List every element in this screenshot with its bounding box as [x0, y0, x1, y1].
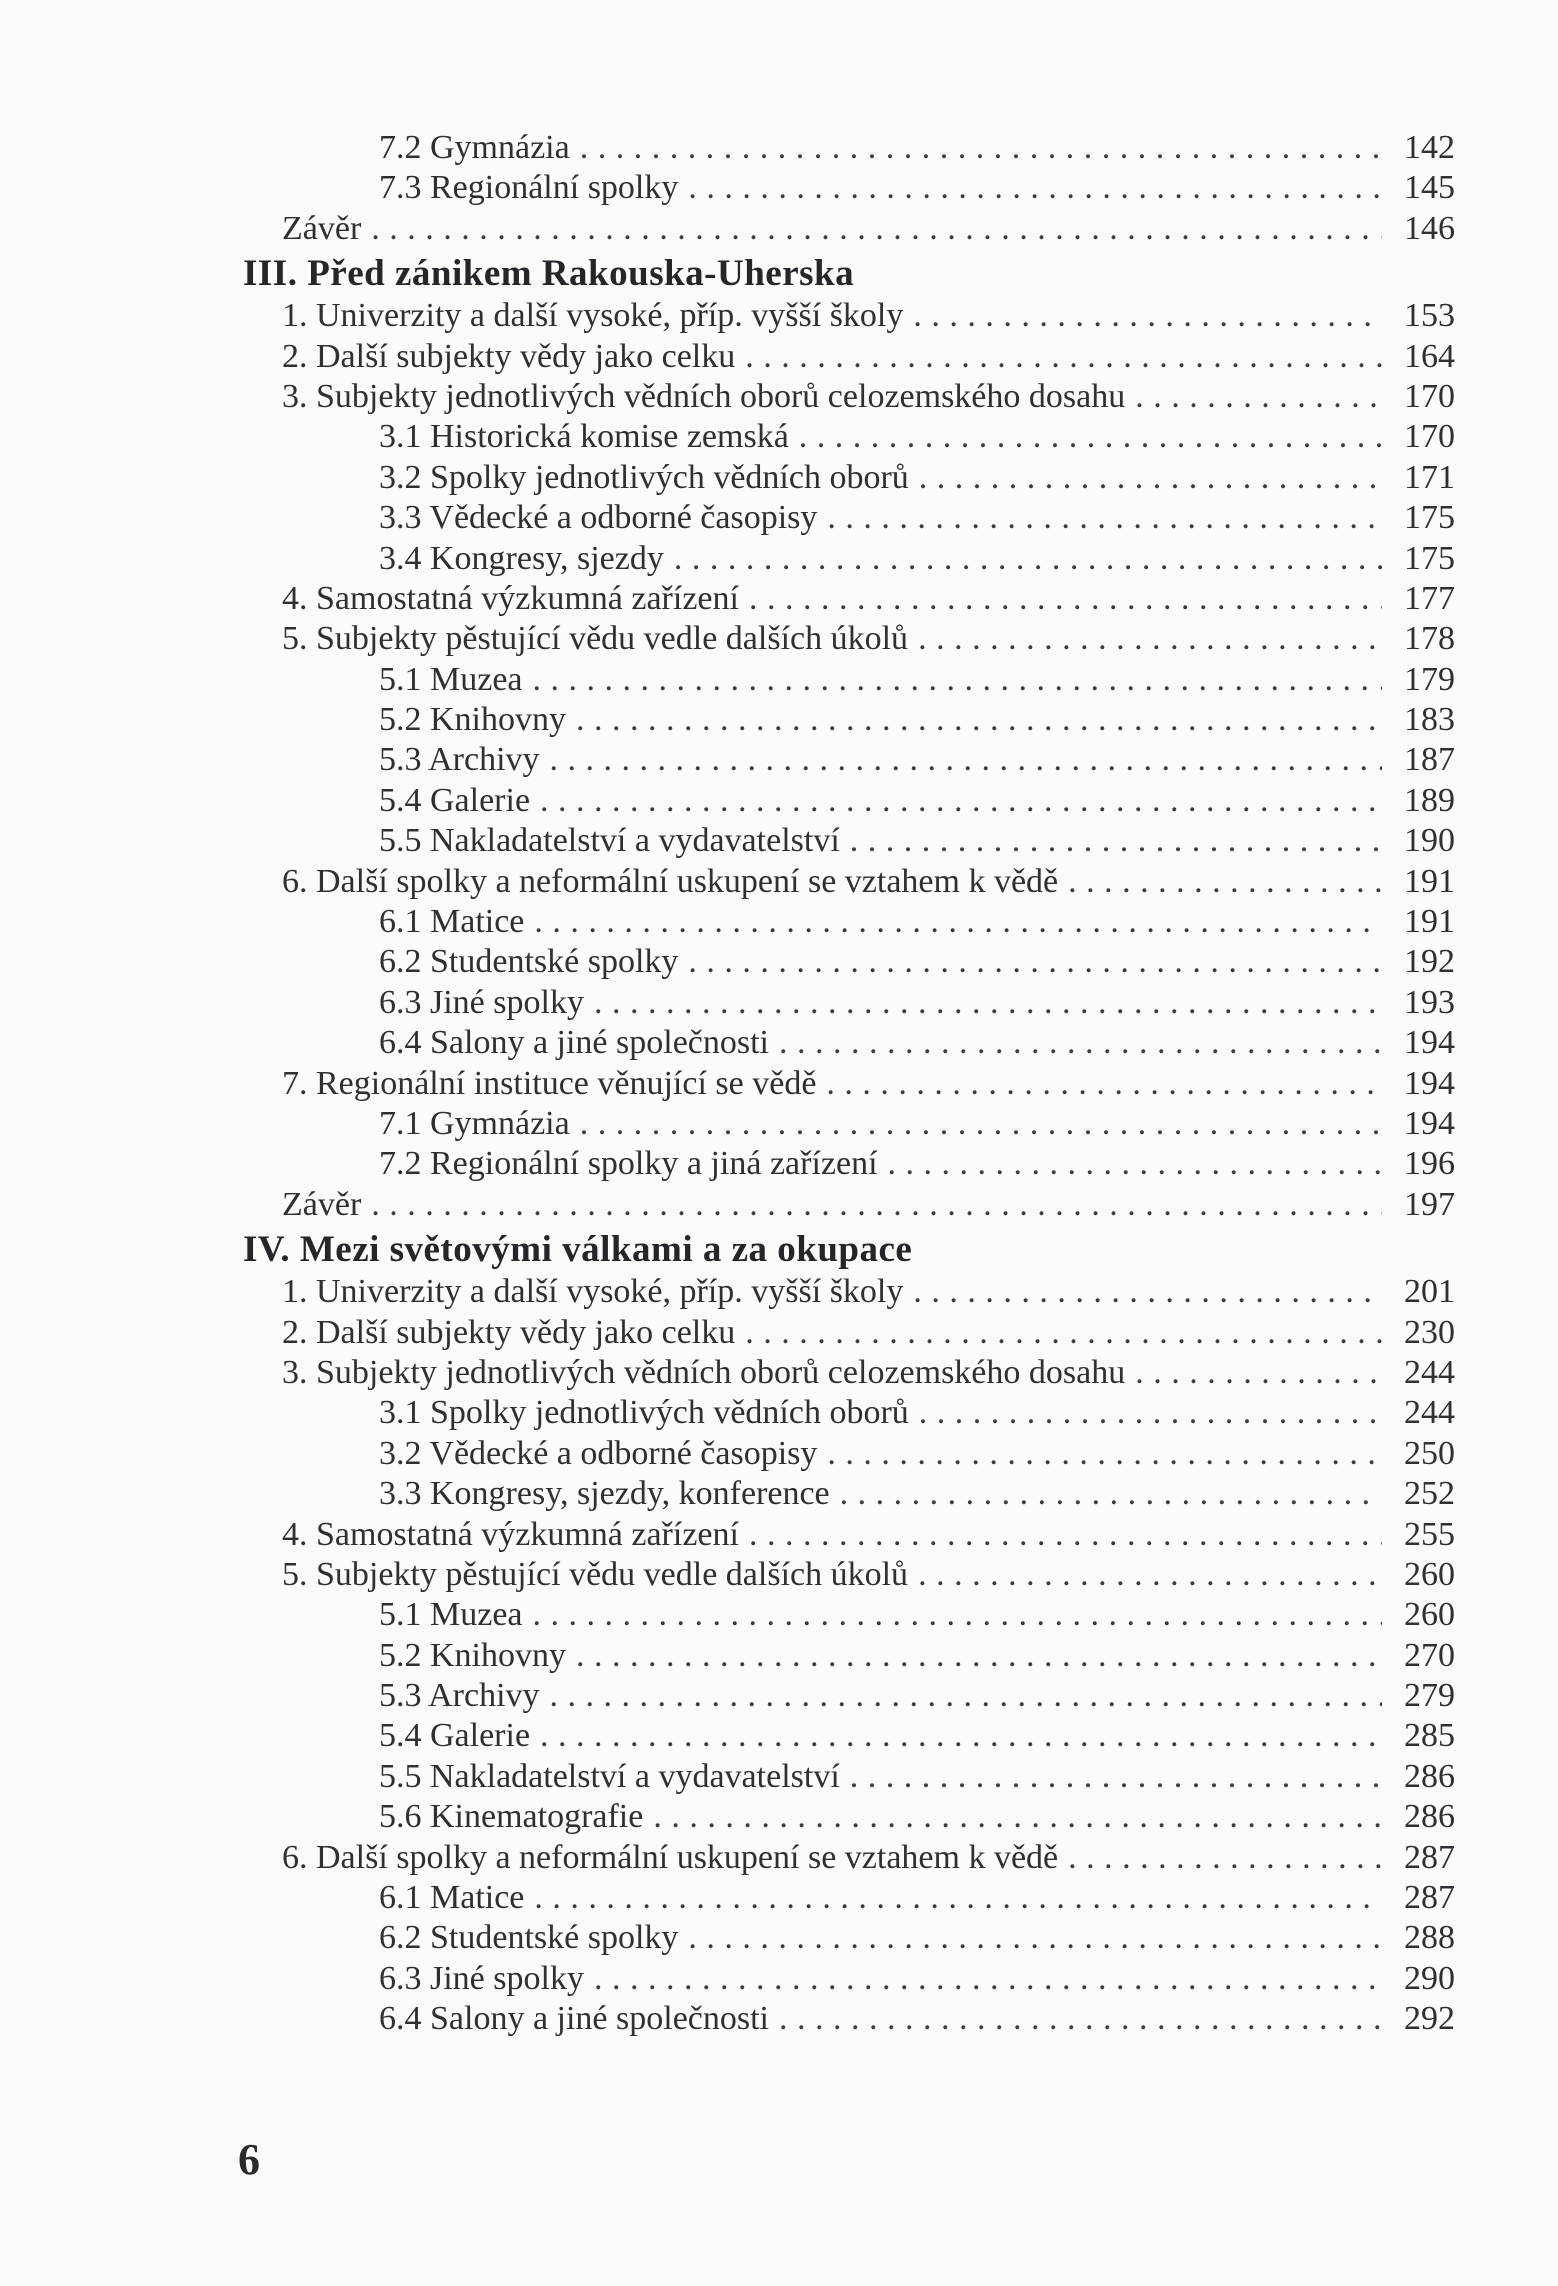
toc-entry	[0, 579, 1558, 619]
dot-leader	[533, 660, 1382, 700]
toc-entry-label: 2. Další subjekty vědy jako celku	[282, 1313, 736, 1351]
toc-entry-page: 270	[1404, 1636, 1455, 1674]
dot-leader	[653, 1797, 1382, 1837]
toc-entry	[0, 1353, 1558, 1393]
toc-entry-label: 5.2 Knihovny	[379, 1636, 566, 1674]
toc-entry-page: 197	[1404, 1185, 1455, 1223]
toc-entry	[0, 1515, 1558, 1555]
dot-leader	[779, 1023, 1382, 1063]
toc-entry-page: 260	[1404, 1555, 1455, 1593]
toc-entry	[0, 1595, 1558, 1635]
toc-entry-label: Závěr	[282, 1185, 362, 1223]
toc-entry-page: 145	[1404, 169, 1455, 207]
toc-entry	[0, 168, 1558, 208]
toc-entry	[0, 1838, 1558, 1878]
toc-entry	[0, 296, 1558, 336]
toc-entry	[0, 1878, 1558, 1918]
toc-entry-label: 3.1 Historická komise zemská	[379, 418, 789, 456]
toc-entry	[0, 1716, 1558, 1756]
toc-entry-page: 286	[1404, 1798, 1455, 1836]
toc-entry-page: 196	[1404, 1145, 1455, 1183]
toc-entry	[0, 821, 1558, 861]
toc-entry	[0, 1999, 1558, 2039]
toc-entry-label: 6.3 Jiné spolky	[379, 1959, 584, 1997]
toc-entry	[0, 539, 1558, 579]
toc-entry	[0, 619, 1558, 659]
toc-entry-label: 3.2 Spolky jednotlivých vědních oborů	[379, 458, 909, 496]
dot-leader	[371, 1185, 1382, 1225]
toc-entry-page: 201	[1404, 1273, 1455, 1311]
toc-entry	[0, 942, 1558, 982]
dot-leader	[688, 942, 1382, 982]
toc-entry-page: 171	[1404, 458, 1455, 496]
toc-entry	[0, 1144, 1558, 1184]
toc-entry-label: 3.1 Spolky jednotlivých vědních oborů	[379, 1394, 909, 1432]
toc-entry-page: 193	[1404, 983, 1455, 1021]
toc-entry-label: 4. Samostatná výzkumná zařízení	[282, 1515, 739, 1553]
toc-entry-page: 177	[1404, 579, 1455, 617]
toc-entry-label: 5.4 Galerie	[379, 1717, 531, 1755]
toc-entry	[0, 458, 1558, 498]
toc-entry	[0, 740, 1558, 780]
toc-entry-page: 286	[1404, 1757, 1455, 1795]
toc-entry-label: 6. Další spolky a neformální uskupení se vztahem k vědě	[282, 862, 1059, 900]
toc-entry-label: 5.1 Muzea	[379, 660, 523, 698]
dot-leader	[533, 1595, 1382, 1635]
toc-entry-page: 252	[1404, 1475, 1455, 1513]
dot-leader	[1135, 1353, 1382, 1393]
toc-entry-label: 3. Subjekty jednotlivých vědních oborů celozemského dosahu	[282, 1353, 1126, 1391]
dot-leader	[826, 1064, 1382, 1104]
toc-entry-label: 5. Subjekty pěstující vědu vedle dalších úkolů	[282, 1555, 909, 1593]
toc-entry	[0, 128, 1558, 168]
toc-entry-page: 153	[1404, 297, 1455, 335]
toc-entry-page: 187	[1404, 741, 1455, 779]
toc-entry-label: 2. Další subjekty vědy jako celku	[282, 337, 736, 375]
dot-leader	[779, 1999, 1382, 2039]
toc-entry	[0, 337, 1558, 377]
toc-entry-label: 6.2 Studentské spolky	[379, 1919, 679, 1957]
toc-entry-label: 3.2 Vědecké a odborné časopisy	[379, 1434, 818, 1472]
toc-entry	[0, 1185, 1558, 1225]
toc-entry-page: 178	[1404, 620, 1455, 658]
toc-entry-label: 7.1 Gymnázia	[379, 1104, 570, 1142]
toc-entry	[0, 1474, 1558, 1514]
section-heading: IV. Mezi světovými válkami a za okupace	[243, 1229, 913, 1271]
toc-entry	[0, 498, 1558, 538]
toc-entry-page: 290	[1404, 1959, 1455, 1997]
toc-entry-page: 194	[1404, 1024, 1455, 1062]
toc-entry	[0, 1272, 1558, 1312]
dot-leader	[850, 821, 1382, 861]
toc-entry	[0, 700, 1558, 740]
toc-entry-label: 3. Subjekty jednotlivých vědních oborů celozemského dosahu	[282, 377, 1126, 415]
toc-entry-page: 292	[1404, 2000, 1455, 2038]
toc-entry	[0, 1555, 1558, 1595]
toc-entry	[0, 1959, 1558, 1999]
toc-entry	[0, 902, 1558, 942]
toc-entry-page: 194	[1404, 1104, 1455, 1142]
toc-entry-label: 5.3 Archivy	[379, 1677, 540, 1715]
dot-leader	[580, 1104, 1382, 1144]
toc-entry-label: 3.3 Kongresy, sjezdy, konference	[379, 1475, 830, 1513]
page-number: 6	[238, 2135, 260, 2184]
toc-entry-page: 142	[1404, 129, 1455, 166]
toc-entry-label: 5.2 Knihovny	[379, 701, 566, 739]
toc-entry	[0, 1313, 1558, 1353]
toc-entry	[0, 1636, 1558, 1676]
toc-entry-label: 6.3 Jiné spolky	[379, 983, 584, 1021]
toc-entry-label: 6.1 Matice	[379, 903, 525, 941]
toc-entry-page: 175	[1404, 499, 1455, 537]
dot-leader	[540, 781, 1382, 821]
dot-leader	[1068, 1838, 1382, 1878]
toc-entry-page: 255	[1404, 1515, 1455, 1553]
toc-entry-page: 194	[1404, 1064, 1455, 1102]
dot-leader	[745, 1313, 1382, 1353]
dot-leader	[594, 1959, 1382, 1999]
toc-entry-label: 7. Regionální instituce věnující se vědě	[282, 1064, 817, 1102]
toc-entry-page: 285	[1404, 1717, 1455, 1755]
dot-leader	[913, 1272, 1382, 1312]
toc-entry-page: 244	[1404, 1394, 1455, 1432]
toc-entry	[0, 377, 1558, 417]
toc-entry	[0, 1797, 1558, 1837]
toc-entry	[0, 1393, 1558, 1433]
toc-entry-label: 1. Univerzity a další vysoké, příp. vyšší školy	[282, 297, 904, 335]
dot-leader	[918, 1555, 1382, 1595]
toc-entry-label: 3.4 Kongresy, sjezdy	[379, 539, 664, 577]
toc-entry-label: 6.2 Studentské spolky	[379, 943, 679, 981]
toc-entry-page: 183	[1404, 701, 1455, 739]
dot-leader	[919, 458, 1382, 498]
toc-entry-page: 287	[1404, 1879, 1455, 1917]
toc-entry	[0, 209, 1558, 249]
dot-leader	[576, 1636, 1382, 1676]
toc-entry-page: 146	[1404, 209, 1455, 247]
toc-entry	[0, 983, 1558, 1023]
toc-entry-page: 244	[1404, 1353, 1455, 1391]
toc-entry-page: 260	[1404, 1596, 1455, 1634]
dot-leader	[688, 1918, 1382, 1958]
dot-leader	[850, 1757, 1382, 1797]
toc-entry-label: 5.5 Nakladatelství a vydavatelství	[379, 1757, 840, 1795]
toc-entry	[0, 781, 1558, 821]
toc-entry-label: 7.2 Gymnázia	[379, 129, 570, 166]
toc-entry-page: 164	[1404, 337, 1455, 375]
dot-leader	[688, 168, 1382, 208]
dot-leader	[749, 579, 1382, 619]
dot-leader	[580, 128, 1382, 168]
toc-entry-label: 6.4 Salony a jiné společnosti	[379, 2000, 770, 2038]
toc-entry-label: 5.5 Nakladatelství a vydavatelství	[379, 822, 840, 860]
dot-leader	[827, 1434, 1382, 1474]
dot-leader	[1068, 862, 1382, 902]
dot-leader	[674, 539, 1382, 579]
dot-leader	[919, 1393, 1382, 1433]
toc-entry-page: 179	[1404, 660, 1455, 698]
toc-entry	[0, 660, 1558, 700]
toc-entry-page: 170	[1404, 418, 1455, 456]
toc-entry-label: 5.6 Kinematografie	[379, 1798, 644, 1836]
toc-entry-page: 175	[1404, 539, 1455, 577]
dot-leader	[827, 498, 1382, 538]
toc-entry-page: 288	[1404, 1919, 1455, 1957]
toc-entry-label: 6.1 Matice	[379, 1879, 525, 1917]
toc-entry-label: 7.2 Regionální spolky a jiná zařízení	[379, 1145, 878, 1183]
toc-entry-label: 1. Univerzity a další vysoké, příp. vyšší školy	[282, 1273, 904, 1311]
dot-leader	[534, 902, 1382, 942]
toc-entry-page: 287	[1404, 1838, 1455, 1876]
dot-leader	[913, 296, 1382, 336]
toc-entry	[0, 1023, 1558, 1063]
toc-entry-label: 3.3 Vědecké a odborné časopisy	[379, 499, 818, 537]
dot-leader	[594, 983, 1382, 1023]
toc-entry-label: 5.4 Galerie	[379, 781, 531, 819]
toc-entry-label: 6.4 Salony a jiné společnosti	[379, 1024, 770, 1062]
dot-leader	[840, 1474, 1382, 1514]
toc-entry-page: 191	[1404, 862, 1455, 900]
dot-leader	[888, 1144, 1382, 1184]
toc-entry-page: 230	[1404, 1313, 1455, 1351]
toc-entry	[0, 1918, 1558, 1958]
dot-leader	[540, 1716, 1382, 1756]
toc-entry	[0, 1757, 1558, 1797]
toc-entry	[0, 862, 1558, 902]
dot-leader	[799, 417, 1382, 457]
dot-leader	[576, 700, 1382, 740]
toc-entry	[0, 1434, 1558, 1474]
toc-entry	[0, 417, 1558, 457]
dot-leader	[1135, 377, 1382, 417]
dot-leader	[745, 337, 1382, 377]
toc-entry-page: 192	[1404, 943, 1455, 981]
toc-entry	[0, 1104, 1558, 1144]
dot-leader	[534, 1878, 1382, 1918]
toc-entry-page: 279	[1404, 1677, 1455, 1715]
toc-entry-page: 191	[1404, 903, 1455, 941]
toc-entry-label: 5.3 Archivy	[379, 741, 540, 779]
dot-leader	[371, 209, 1382, 249]
dot-leader	[749, 1515, 1382, 1555]
toc-entry-label: 5. Subjekty pěstující vědu vedle dalších úkolů	[282, 620, 909, 658]
toc-entry-label: Závěr	[282, 209, 362, 247]
dot-leader	[918, 619, 1382, 659]
toc-entry-page: 250	[1404, 1434, 1455, 1472]
dot-leader	[550, 1676, 1382, 1716]
dot-leader	[550, 740, 1382, 780]
toc-entry-page: 189	[1404, 781, 1455, 819]
toc-entry-page: 190	[1404, 822, 1455, 860]
toc-entry-label: 7.3 Regionální spolky	[379, 169, 679, 207]
toc-entry-label: 4. Samostatná výzkumná zařízení	[282, 579, 739, 617]
toc-entry-label: 5.1 Muzea	[379, 1596, 523, 1634]
toc-entry	[0, 1064, 1558, 1104]
section-heading: III. Před zánikem Rakouska-Uherska	[243, 253, 855, 295]
toc-entry-label: 6. Další spolky a neformální uskupení se vztahem k vědě	[282, 1838, 1059, 1876]
toc-entry-page: 170	[1404, 377, 1455, 415]
toc-entry	[0, 1676, 1558, 1716]
